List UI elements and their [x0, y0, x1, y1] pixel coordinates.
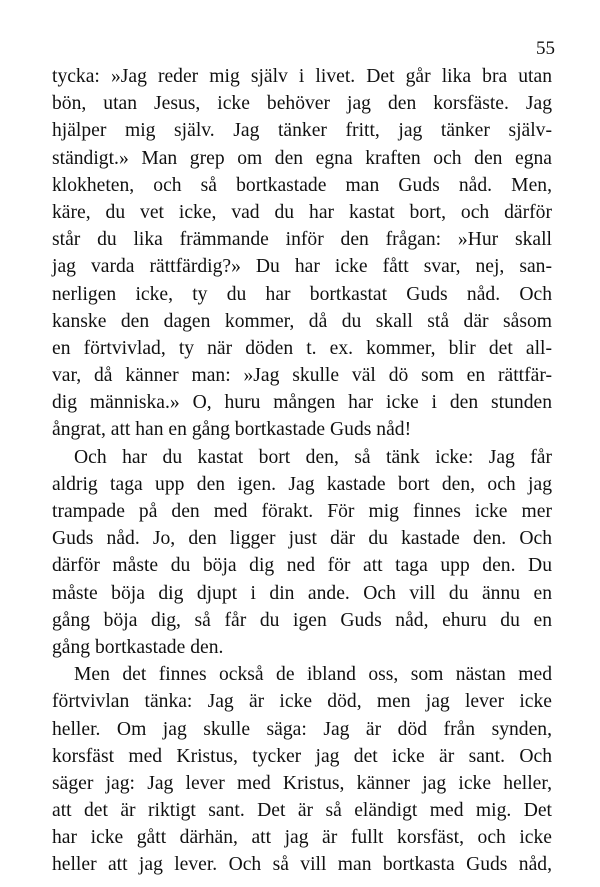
text-line: att det är riktigt sant. Det är så eländigt med mig. Det: [52, 800, 552, 822]
text-line: hjälper mig själv. Jag tänker fritt, jag tänker själv-: [52, 120, 552, 142]
text-line: Men det finnes också de ibland oss, som nästan med: [74, 664, 552, 686]
text-line: käre, du vet icke, vad du har kastat bort, och därför: [52, 201, 552, 223]
text-line: heller att jag lever. Och så vill man bortkasta Guds nåd,: [52, 854, 552, 876]
text-line: kanske den dagen kommer, då du skall stå där såsom: [52, 310, 552, 332]
text-line: Och har du kastat bort den, så tänk icke: Jag får: [74, 446, 552, 468]
text-line: var, då känner man: »Jag skulle väl dö som en rättfär-: [52, 365, 552, 387]
text-line: ångrat, att han en gång bortkastade Guds nåd!: [52, 419, 412, 441]
text-line: gång böja dig, så får du igen Guds nåd, ehuru du en: [52, 609, 552, 631]
text-line: förtvivlan tänka: Jag är icke död, men jag lever icke: [52, 691, 552, 713]
text-line: nerligen icke, ty du har bortkastat Guds nåd. Och: [52, 283, 552, 305]
text-line: aldrig taga upp den igen. Jag kastade bort den, och jag: [52, 473, 552, 495]
body-text: [52, 63, 552, 879]
text-line: ständigt.» Man grep om den egna kraften och den egna: [52, 147, 552, 169]
text-line: därför måste du böja dig ned för att taga upp den. Du: [52, 555, 552, 577]
text-line: Guds nåd. Jo, den ligger just där du kastade den. Och: [52, 528, 552, 550]
text-line: säger jag: Jag lever med Kristus, känner jag icke heller,: [52, 772, 552, 794]
text-line: korsfäst med Kristus, tycker jag det icke är sant. Och: [52, 745, 552, 767]
text-line: har icke gått därhän, att jag är fullt korsfäst, och icke: [52, 827, 552, 849]
text-line: dig människa.» O, huru mången har icke i den stunden: [52, 392, 552, 414]
text-line: jag varda rättfärdig?» Du har icke fått svar, nej, san-: [52, 256, 552, 278]
text-line: klokheten, och så bortkastade man Guds nåd. Men,: [52, 174, 552, 196]
text-line: gång bortkastade den.: [52, 636, 224, 658]
text-line: tycka: »Jag reder mig själv i livet. Det går lika bra utan: [52, 66, 552, 87]
text-line: heller. Om jag skulle säga: Jag är död från synden,: [52, 718, 552, 740]
text-line: bön, utan Jesus, icke behöver jag den korsfäste. Jag: [52, 93, 552, 115]
page-number: 55: [536, 38, 555, 59]
text-line: står du lika främmande inför den frågan: »Hur skall: [52, 229, 552, 251]
text-line: måste böja dig djupt i din ande. Och vill du ännu en: [52, 582, 552, 604]
text-line: trampade på den med förakt. För mig finnes icke mer: [52, 501, 552, 522]
text-line: en förtvivlad, ty när döden t. ex. kommer, blir det all-: [52, 337, 552, 359]
